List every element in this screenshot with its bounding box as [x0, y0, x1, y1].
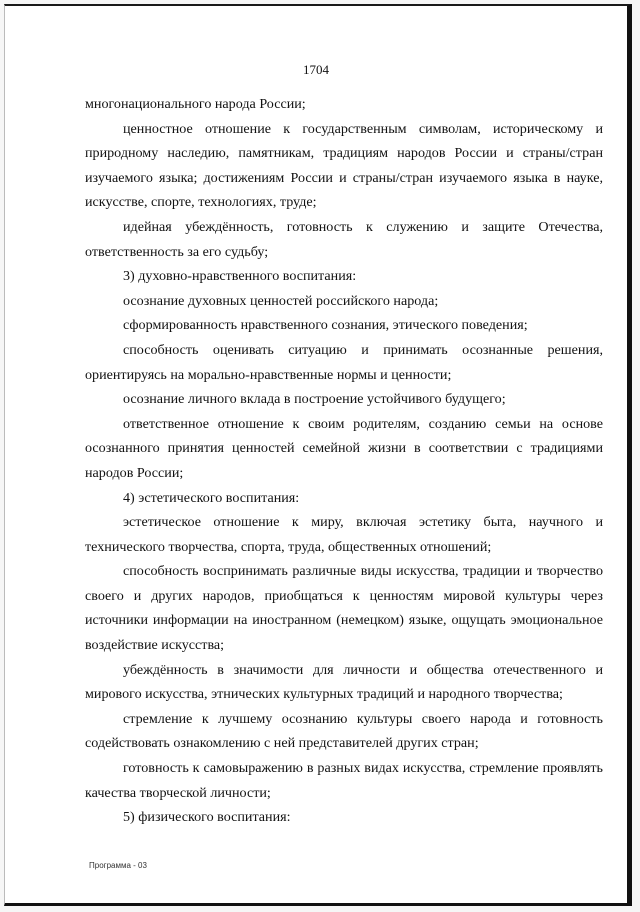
paragraph-value-attitude: ценностное отношение к государственным символам, историческому и природному наследию, памятникам, традициям народов России и страны/стран изучаемого языка; достижениям России и страны/стран изучаемого языка в науке, искусстве, спорте, технологиях, труде; [85, 120, 603, 211]
paragraph-family-attitude: ответственное отношение к своим родителям, созданию семьи на основе осознанного принятия ценностей семейной жизни в соответствии с традициями народов России; [85, 415, 603, 481]
section-heading-aesthetic: 4) эстетического воспитания: [123, 489, 300, 506]
section-heading-spiritual-moral: 3) духовно-нравственного воспитания: [123, 268, 357, 285]
footer-program-label: Программа - 03 [89, 861, 147, 870]
paragraph-culture-understanding: стремление к лучшему осознанию культуры своего народа и готовность содействовать ознакомлению с ней представителей других стран; [85, 710, 603, 752]
paragraph-self-expression: готовность к самовыражению в разных видах искусства, стремление проявлять качества творческой личности; [85, 760, 603, 801]
paragraph-moral-consciousness: сформированность нравственного сознания, этического поведения; [123, 317, 528, 334]
paragraph-personal-contribution: осознание личного вклада в построение устойчивого будущего; [123, 391, 506, 408]
document-body [85, 92, 603, 830]
document-page [4, 4, 632, 906]
paragraph-perceive-art: способность воспринимать различные виды искусства, традиции и творчество своего и других народов, приобщаться к ценностям мировой культуры через источники информации на иностранном (немецком) языке, ощущать эмоциональное воздействие искусства; [85, 563, 603, 654]
paragraph-aesthetic-attitude: эстетическое отношение к миру, включая эстетику быта, научного и технического творчества, спорта, труда, общественных отношений; [85, 514, 603, 555]
paragraph-decision-ability: способность оценивать ситуацию и принимать осознанные решения, ориентируясь на морально-нравственные нормы и ценности; [85, 341, 603, 383]
paragraph-ideological-conviction: идейная убеждённость, готовность к служению и защите Отечества, ответственность за его судьбу; [85, 218, 603, 260]
page-number: 1704 [303, 62, 329, 77]
paragraph-spiritual-values: осознание духовных ценностей российского народа; [123, 292, 439, 309]
paragraph-continuation: многонационального народа России; [85, 96, 306, 112]
section-heading-physical: 5) физического воспитания: [123, 809, 291, 826]
paragraph-art-significance: убеждённость в значимости для личности и общества отечественного и мирового искусства, этнических культурных традиций и народного творчества; [85, 661, 603, 703]
